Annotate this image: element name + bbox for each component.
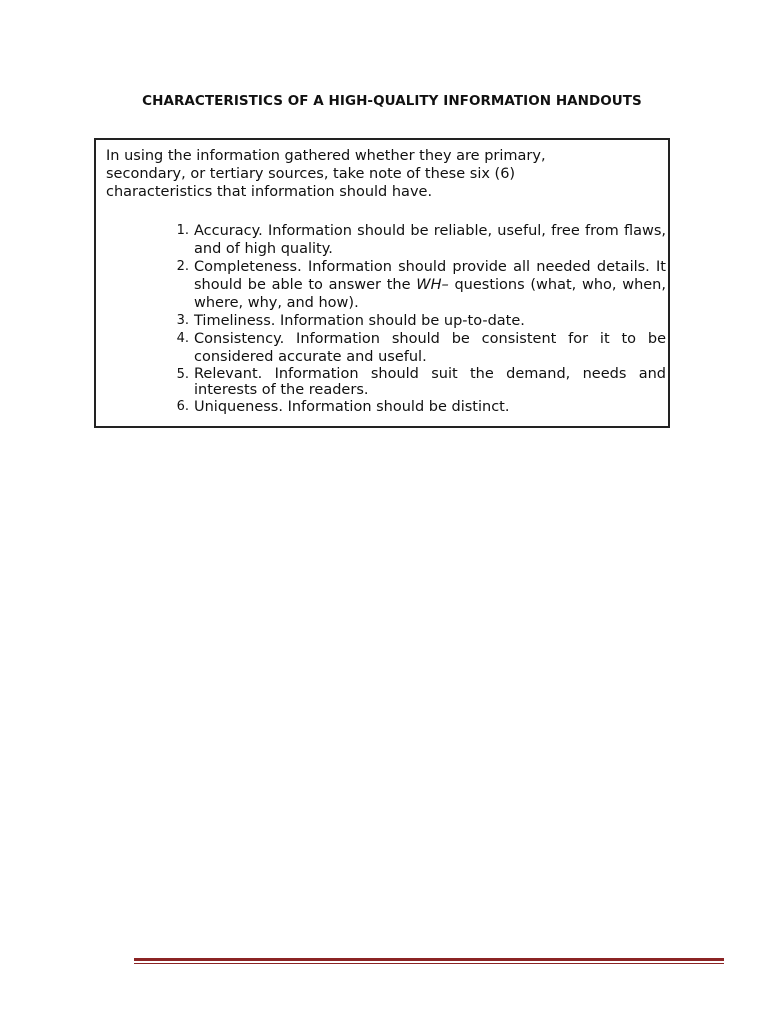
- page-title: CHARACTERISTICS OF A HIGH-QUALITY INFORMATION HANDOUTS: [142, 93, 642, 109]
- list-item: [166, 330, 666, 366]
- list-number: 4.: [176, 331, 189, 346]
- list-item: [166, 398, 666, 416]
- intro-paragraph: In using the information gathered whether they are primary, secondary, or tertiary sources, take note of these six (6) characteristics that information should have.: [106, 148, 546, 200]
- list-item-text: Consistency. Information should be consistent for it to be considered accurate and useful.: [194, 331, 666, 365]
- list-item-text: Timeliness. Information should be up-to-date.: [194, 313, 525, 329]
- wh-emphasis: WH–: [416, 277, 449, 293]
- list-number: 3.: [176, 313, 189, 328]
- list-item: [166, 366, 666, 398]
- characteristics-box: [94, 138, 670, 428]
- footer-rule-thin: [134, 963, 724, 964]
- list-number: 5.: [176, 367, 189, 382]
- footer-rule-thick: [134, 958, 724, 961]
- list-item-text: Accuracy. Information should be reliable, useful, free from flaws, and of high quality.: [194, 223, 666, 257]
- list-item-text-part: Completeness. Information should provide all needed details. It should be able to answer the: [194, 259, 666, 293]
- list-item: [166, 222, 666, 258]
- list-item-text: Relevant. Information should suit the demand, needs and interests of the readers.: [194, 366, 666, 398]
- list-number: 1.: [176, 223, 189, 238]
- list-item-text: [194, 258, 666, 312]
- list-item-text: Uniqueness. Information should be distinct.: [194, 399, 510, 415]
- list-item: [166, 258, 666, 312]
- list-item-text-part: questions (what, who, when, where, why, and how).: [194, 277, 666, 311]
- list-item: [166, 312, 666, 330]
- footer-rule: [134, 958, 724, 964]
- list-number: 6.: [176, 399, 189, 414]
- list-number: 2.: [176, 259, 189, 274]
- characteristics-list: [166, 222, 666, 416]
